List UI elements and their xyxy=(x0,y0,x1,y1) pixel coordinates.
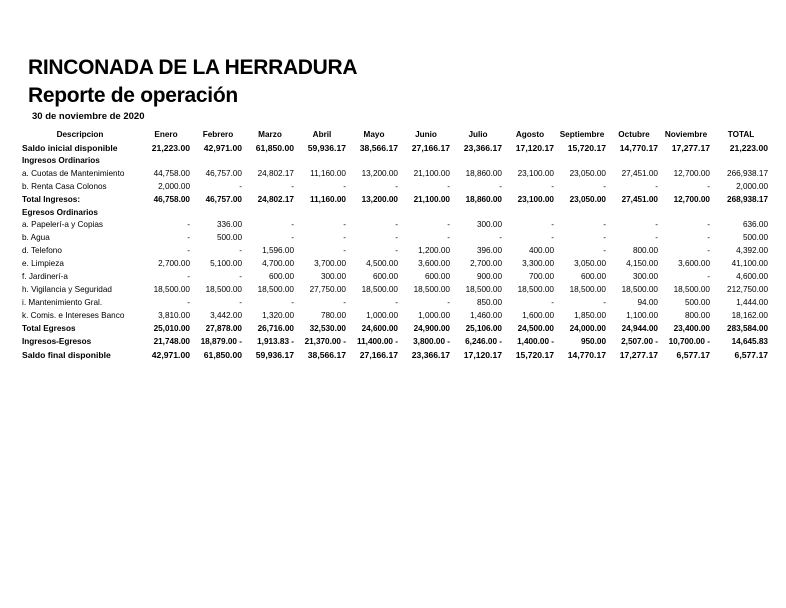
row-label: Ingresos-Egresos xyxy=(22,336,92,346)
cell-value: 21,100.00 xyxy=(413,168,450,178)
cell-value: - xyxy=(551,220,554,230)
cell-value: 14,770.17 xyxy=(619,143,658,153)
cell-value: 27,878.00 xyxy=(205,323,242,333)
cell-value: - xyxy=(239,297,242,307)
cell-value: 46,757.00 xyxy=(205,168,242,178)
table-row xyxy=(20,310,770,323)
cell-value: - xyxy=(343,220,346,230)
cell-value: 18,162.00 xyxy=(731,310,768,320)
cell-value xyxy=(192,207,244,220)
table-row xyxy=(20,284,770,297)
column-header: Marzo xyxy=(258,130,282,139)
cell-value: 3,442.00 xyxy=(210,310,242,320)
cell-value: - xyxy=(655,233,658,243)
row-label: Total Ingresos: xyxy=(22,194,81,204)
cell-value xyxy=(452,155,504,168)
cell-value: - xyxy=(239,181,242,191)
cell-value: 46,758.00 xyxy=(153,194,190,204)
cell-value: 800.00 xyxy=(632,246,658,256)
operation-report-table xyxy=(20,128,770,361)
cell-value: - xyxy=(395,297,398,307)
row-label: i. Mantenimiento Gral. xyxy=(22,297,103,307)
cell-value: 18,860.00 xyxy=(465,168,502,178)
row-label: Saldo inicial disponible xyxy=(22,143,118,153)
row-label: b. Agua xyxy=(22,233,50,243)
cell-value: 950.00 xyxy=(580,336,606,346)
cell-value xyxy=(296,207,348,220)
cell-value xyxy=(660,207,712,220)
column-header: Julio xyxy=(468,130,488,139)
cell-value: 27,750.00 xyxy=(309,284,346,294)
cell-value: 3,600.00 xyxy=(678,259,710,269)
cell-value: 42,971.00 xyxy=(151,349,190,360)
cell-value: 12,700.00 xyxy=(673,194,710,204)
cell-value: 18,500.00 xyxy=(257,284,294,294)
table-row xyxy=(20,245,770,258)
cell-value: 500.00 xyxy=(216,233,242,243)
cell-value: 23,400.00 xyxy=(673,323,710,333)
cell-value: 27,166.17 xyxy=(411,143,450,153)
cell-value xyxy=(348,155,400,168)
cell-value: 23,366.17 xyxy=(463,143,502,153)
cell-value: 11,400.00 - xyxy=(357,336,398,346)
cell-value xyxy=(244,155,296,168)
cell-value: 23,100.00 xyxy=(517,194,554,204)
cell-value: 6,246.00 - xyxy=(465,336,502,346)
column-header: Mayo xyxy=(363,130,385,139)
row-label: h. Vigilancia y Seguridad xyxy=(22,284,112,294)
cell-value: 24,802.17 xyxy=(257,194,294,204)
cell-value: 17,120.17 xyxy=(463,349,502,360)
cell-value: 700.00 xyxy=(528,272,554,282)
cell-value: 1,444.00 xyxy=(736,297,768,307)
cell-value: 900.00 xyxy=(476,272,502,282)
cell-value: 1,200.00 xyxy=(418,246,450,256)
column-header: Febrero xyxy=(202,130,234,139)
cell-value xyxy=(712,207,770,220)
cell-value: 2,507.00 - xyxy=(621,336,658,346)
cell-value: 4,700.00 xyxy=(262,259,294,269)
cell-value: - xyxy=(655,220,658,230)
table-body xyxy=(20,142,770,361)
cell-value xyxy=(192,155,244,168)
cell-value: 21,223.00 xyxy=(729,143,768,153)
cell-value xyxy=(712,155,770,168)
cell-value: 12,700.00 xyxy=(673,168,710,178)
cell-value xyxy=(140,207,192,220)
cell-value: 268,938.17 xyxy=(727,194,768,204)
cell-value: 11,160.00 xyxy=(310,194,346,204)
cell-value: - xyxy=(447,181,450,191)
cell-value: 23,050.00 xyxy=(569,194,606,204)
cell-value: - xyxy=(707,220,710,230)
cell-value: - xyxy=(291,233,294,243)
cell-value: - xyxy=(551,297,554,307)
column-header: Octubre xyxy=(618,130,650,139)
cell-value: - xyxy=(291,181,294,191)
cell-value: 18,860.00 xyxy=(465,194,502,204)
cell-value xyxy=(400,207,452,220)
row-label: e. Limpieza xyxy=(22,259,64,269)
cell-value: 2,700.00 xyxy=(470,259,502,269)
column-header: Descripcion xyxy=(56,130,104,139)
cell-value: 21,100.00 xyxy=(413,194,450,204)
cell-value: 42,971.00 xyxy=(203,143,242,153)
cell-value: 600.00 xyxy=(268,272,294,282)
cell-value: 38,566.17 xyxy=(359,143,398,153)
cell-value: 18,500.00 xyxy=(153,284,190,294)
cell-value xyxy=(660,155,712,168)
cell-value: 3,050.00 xyxy=(574,259,606,269)
cell-value: - xyxy=(603,297,606,307)
row-label: b. Renta Casa Colonos xyxy=(22,181,107,191)
cell-value xyxy=(556,155,608,168)
cell-value: 18,500.00 xyxy=(361,284,398,294)
cell-value: - xyxy=(707,272,710,282)
cell-value: 24,900.00 xyxy=(413,323,450,333)
row-label: a. Papelerí-a y Copias xyxy=(22,220,104,230)
cell-value: - xyxy=(395,246,398,256)
cell-value: 18,500.00 xyxy=(465,284,502,294)
cell-value: - xyxy=(343,233,346,243)
cell-value: 25,106.00 xyxy=(465,323,502,333)
column-header: Septiembre xyxy=(559,130,605,139)
cell-value: - xyxy=(499,233,502,243)
cell-value: 400.00 xyxy=(528,246,554,256)
cell-value: 3,800.00 - xyxy=(413,336,450,346)
cell-value: 4,600.00 xyxy=(736,272,768,282)
cell-value: 600.00 xyxy=(424,272,450,282)
cell-value: 24,000.00 xyxy=(569,323,606,333)
cell-value: - xyxy=(707,181,710,191)
cell-value: 25,010.00 xyxy=(153,323,190,333)
cell-value: 1,320.00 xyxy=(262,310,294,320)
cell-value: 44,758.00 xyxy=(153,168,190,178)
cell-value: - xyxy=(239,246,242,256)
cell-value: - xyxy=(655,181,658,191)
table-row xyxy=(20,168,770,181)
cell-value: - xyxy=(187,233,190,243)
cell-value: 3,600.00 xyxy=(418,259,450,269)
cell-value: 23,100.00 xyxy=(517,168,554,178)
table-header-row xyxy=(20,128,770,142)
cell-value: 780.00 xyxy=(320,310,346,320)
cell-value: 61,850.00 xyxy=(255,143,294,153)
cell-value: 13,200.00 xyxy=(361,168,398,178)
cell-value: - xyxy=(291,220,294,230)
cell-value xyxy=(140,155,192,168)
cell-value: 1,913.83 - xyxy=(257,336,294,346)
cell-value: 18,500.00 xyxy=(569,284,606,294)
cell-value: - xyxy=(551,233,554,243)
cell-value: 300.00 xyxy=(320,272,346,282)
cell-value: 59,936.17 xyxy=(307,143,346,153)
cell-value: 15,720.17 xyxy=(515,349,554,360)
cell-value: 500.00 xyxy=(684,297,710,307)
column-header: Junio xyxy=(415,130,437,139)
cell-value: 212,750.00 xyxy=(727,284,768,294)
cell-value: 1,000.00 xyxy=(418,310,450,320)
cell-value: 1,596.00 xyxy=(262,246,294,256)
row-label: Saldo final disponible xyxy=(22,349,111,360)
cell-value: 14,770.17 xyxy=(567,349,606,360)
cell-value: 6,577.17 xyxy=(676,349,710,360)
cell-value: 24,600.00 xyxy=(361,323,398,333)
cell-value: - xyxy=(395,220,398,230)
cell-value: 27,451.00 xyxy=(621,168,658,178)
cell-value: - xyxy=(343,246,346,256)
cell-value xyxy=(296,155,348,168)
cell-value: 636.00 xyxy=(742,220,768,230)
cell-value: 26,716.00 xyxy=(257,323,294,333)
cell-value: - xyxy=(603,220,606,230)
table-row xyxy=(20,232,770,245)
cell-value: 17,277.17 xyxy=(619,349,658,360)
cell-value: - xyxy=(187,272,190,282)
cell-value: 21,748.00 xyxy=(153,336,190,346)
report-date: 30 de noviembre de 2020 xyxy=(32,111,145,122)
cell-value: 46,757.00 xyxy=(205,194,242,204)
cell-value: 15,720.17 xyxy=(567,143,606,153)
cell-value: 396.00 xyxy=(476,246,502,256)
cell-value: 18,500.00 xyxy=(413,284,450,294)
report-subtitle: Reporte de operación xyxy=(28,84,238,107)
cell-value: 18,500.00 xyxy=(205,284,242,294)
table-row xyxy=(20,271,770,284)
cell-value: 18,500.00 xyxy=(517,284,554,294)
cell-value: 38,566.17 xyxy=(307,349,346,360)
cell-value xyxy=(504,155,556,168)
cell-value: 300.00 xyxy=(632,272,658,282)
cell-value: 336.00 xyxy=(216,220,242,230)
cell-value: 300.00 xyxy=(476,220,502,230)
cell-value: 1,600.00 xyxy=(522,310,554,320)
cell-value: 3,810.00 xyxy=(158,310,190,320)
cell-value xyxy=(348,207,400,220)
cell-value: 24,802.17 xyxy=(257,168,294,178)
cell-value: 27,451.00 xyxy=(621,194,658,204)
cell-value: 59,936.17 xyxy=(255,349,294,360)
cell-value: 18,500.00 xyxy=(621,284,658,294)
cell-value: 1,850.00 xyxy=(574,310,606,320)
cell-value: 283,584.00 xyxy=(727,323,768,333)
row-label: Egresos Ordinarios xyxy=(22,207,98,217)
cell-value: - xyxy=(603,181,606,191)
cell-value: - xyxy=(343,181,346,191)
cell-value: - xyxy=(187,297,190,307)
table-row xyxy=(20,155,770,168)
cell-value: - xyxy=(239,272,242,282)
cell-value: 17,120.17 xyxy=(515,143,554,153)
cell-value: 94.00 xyxy=(637,297,658,307)
cell-value xyxy=(400,155,452,168)
row-label: Ingresos Ordinarios xyxy=(22,155,100,165)
cell-value: 3,700.00 xyxy=(314,259,346,269)
cell-value: 24,500.00 xyxy=(517,323,554,333)
row-label: d. Telefono xyxy=(22,246,62,256)
cell-value: - xyxy=(395,181,398,191)
cell-value: 61,850.00 xyxy=(203,349,242,360)
cell-value: - xyxy=(603,233,606,243)
cell-value: 2,000.00 xyxy=(736,181,768,191)
cell-value: - xyxy=(447,297,450,307)
cell-value: - xyxy=(395,233,398,243)
cell-value: 2,700.00 xyxy=(158,259,190,269)
table-row xyxy=(20,336,770,349)
cell-value: 4,150.00 xyxy=(626,259,658,269)
cell-value: 5,100.00 xyxy=(210,259,242,269)
cell-value: 500.00 xyxy=(742,233,768,243)
table-row xyxy=(20,297,770,310)
column-header: Enero xyxy=(154,130,178,139)
cell-value: 600.00 xyxy=(580,272,606,282)
cell-value: 41,100.00 xyxy=(731,259,768,269)
cell-value: 6,577.17 xyxy=(734,349,768,360)
cell-value: - xyxy=(603,246,606,256)
cell-value: 2,000.00 xyxy=(158,181,190,191)
table-row xyxy=(20,194,770,207)
table-row xyxy=(20,323,770,336)
cell-value: 1,460.00 xyxy=(470,310,502,320)
cell-value xyxy=(608,155,660,168)
cell-value: 3,300.00 xyxy=(522,259,554,269)
cell-value: 27,166.17 xyxy=(359,349,398,360)
report-title: RINCONADA DE LA HERRADURA xyxy=(28,56,358,79)
column-header: Abril xyxy=(312,130,332,139)
cell-value: 32,530.00 xyxy=(309,323,346,333)
cell-value xyxy=(504,207,556,220)
row-label: f. Jardinerí-a xyxy=(22,272,68,282)
table-row xyxy=(20,349,770,362)
cell-value: 10,700.00 - xyxy=(668,336,710,346)
cell-value: 1,100.00 xyxy=(626,310,658,320)
cell-value: 24,944.00 xyxy=(621,323,658,333)
column-header: TOTAL xyxy=(727,130,755,139)
cell-value xyxy=(556,207,608,220)
row-label: Total Egresos xyxy=(22,323,76,333)
cell-value: 600.00 xyxy=(372,272,398,282)
cell-value: 23,366.17 xyxy=(411,349,450,360)
table-row xyxy=(20,142,770,155)
cell-value: - xyxy=(187,220,190,230)
cell-value: 4,392.00 xyxy=(736,246,768,256)
cell-value: 266,938.17 xyxy=(727,168,768,178)
column-header: Agosto xyxy=(515,130,545,139)
cell-value: - xyxy=(447,233,450,243)
table-row xyxy=(20,219,770,232)
cell-value: 14,645.83 xyxy=(731,336,768,346)
cell-value: - xyxy=(707,246,710,256)
cell-value: - xyxy=(551,181,554,191)
cell-value: 18,500.00 xyxy=(673,284,710,294)
cell-value xyxy=(608,207,660,220)
row-label: k. Comis. e Intereses Banco xyxy=(22,310,125,320)
cell-value xyxy=(452,207,504,220)
cell-value: 21,223.00 xyxy=(151,143,190,153)
cell-value: - xyxy=(343,297,346,307)
cell-value: 18,879.00 - xyxy=(200,336,242,346)
table-row xyxy=(20,258,770,271)
cell-value xyxy=(244,207,296,220)
cell-value: 850.00 xyxy=(476,297,502,307)
column-header: Noviembre xyxy=(664,130,708,139)
cell-value: 1,000.00 xyxy=(366,310,398,320)
cell-value: - xyxy=(187,246,190,256)
cell-value: - xyxy=(707,233,710,243)
cell-value: 21,370.00 - xyxy=(304,336,346,346)
cell-value: 13,200.00 xyxy=(361,194,398,204)
cell-value: 17,277.17 xyxy=(671,143,710,153)
cell-value: 23,050.00 xyxy=(569,168,606,178)
row-label: a. Cuotas de Mantenimiento xyxy=(22,168,125,178)
cell-value: - xyxy=(447,220,450,230)
cell-value: 1,400.00 - xyxy=(517,336,554,346)
cell-value: - xyxy=(291,297,294,307)
cell-value: 800.00 xyxy=(684,310,710,320)
table-row xyxy=(20,181,770,194)
cell-value: 4,500.00 xyxy=(366,259,398,269)
table-row xyxy=(20,207,770,220)
cell-value: 11,160.00 xyxy=(310,168,346,178)
cell-value: - xyxy=(499,181,502,191)
